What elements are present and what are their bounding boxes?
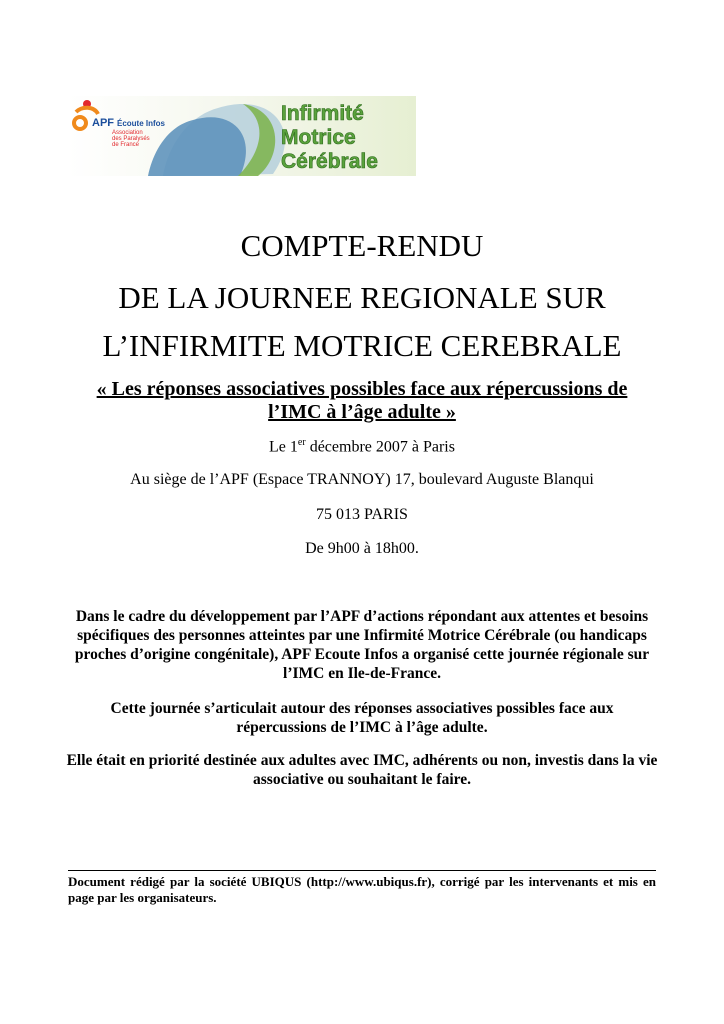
event-postal: 75 013 PARIS xyxy=(316,506,408,523)
subtitle-line-2: l’IMC à l’âge adulte » xyxy=(268,401,456,423)
apf-tag: Écoute Infos xyxy=(117,119,166,128)
theme-paragraph: Cette journée s’articulait autour des réponses associatives possibles face aux répercussions de l’IMC à l’âge adulte. xyxy=(110,700,614,736)
title-line-3: L’INFIRMITE MOTRICE CEREBRALE xyxy=(102,328,622,363)
subtitle-line-1: « Les réponses associatives possibles face aux répercussions de xyxy=(96,378,628,400)
title-line-1: COMPTE-RENDU xyxy=(240,228,484,263)
apf-caption-3: de France xyxy=(112,142,140,148)
apf-brand: APF xyxy=(92,117,114,129)
imc-word-3: Cérébrale xyxy=(281,150,378,173)
event-venue: Au siège de l’APF (Espace TRANNOY) 17, boulevard Auguste Blanqui xyxy=(130,471,594,488)
title-line-2: DE LA JOURNEE REGIONALE SUR xyxy=(118,280,606,315)
footnote: Document rédigé par la société UBIQUS (http://www.ubiqus.fr), corrigé par les intervenants et mis en page par les organisateurs. xyxy=(68,874,656,905)
imc-word-2: Motrice xyxy=(281,126,356,149)
event-date: Le 1er décembre 2007 à Paris xyxy=(269,437,455,456)
audience-paragraph: Elle était en priorité destinée aux adultes avec IMC, adhérents ou non, investis dans la vie associative ou souhaitant le faire. xyxy=(66,752,658,788)
imc-word-1: Infirmité xyxy=(281,102,364,125)
apf-caption-1: Association xyxy=(112,130,143,136)
apf-imc-logo xyxy=(68,96,416,176)
event-hours: De 9h00 à 18h00. xyxy=(305,540,419,557)
footnote-divider xyxy=(68,870,656,871)
apf-caption-2: des Paralysés xyxy=(112,136,150,142)
intro-paragraph: Dans le cadre du développement par l’APF d’actions répondant aux attentes et besoins spécifiques des personnes atteintes par une Infirmité Motrice Cérébrale (ou handicaps proches d’origine congénitale), APF Ecoute Infos a organisé cette journée régionale sur l’IMC en Ile-de-France. xyxy=(74,608,650,682)
